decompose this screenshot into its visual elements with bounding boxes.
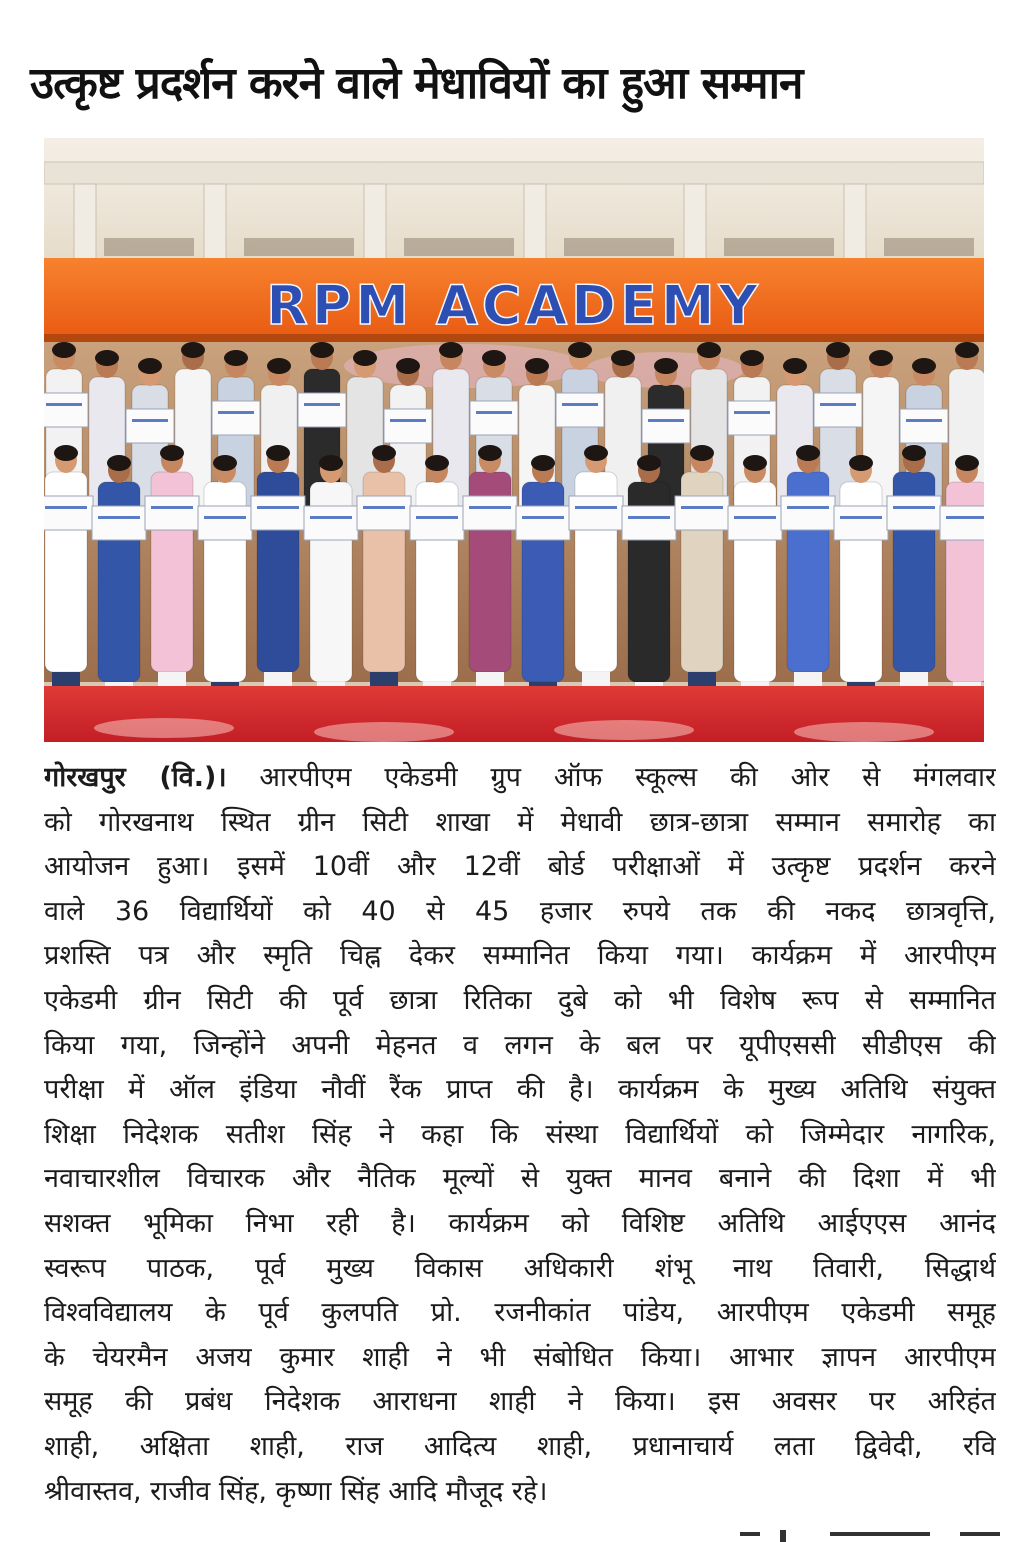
article-line: प्रशस्ति पत्र और स्मृति चिह्न देकर सम्मानित किया गया। कार्यक्रम में आरपीएम bbox=[44, 940, 996, 972]
article-line: वाले 36 विद्यार्थियों को 40 से 45 हजार रुपये तक की नकद छात्रवृत्ति, bbox=[44, 895, 996, 927]
banner-text: RPM ACADEMY bbox=[266, 274, 762, 337]
article-line: शाही, अक्षिता शाही, राज आदित्य शाही, प्रधानाचार्य लता द्विवेदी, रवि bbox=[44, 1430, 996, 1462]
article-line: शिक्षा निदेशक सतीश सिंह ने कहा कि संस्था विद्यार्थियों को जिम्मेदार नागरिक, bbox=[44, 1118, 996, 1150]
dateline: गोरखपुर (वि.)। bbox=[44, 762, 227, 793]
article-line: एकेडमी ग्रीन सिटी की पूर्व छात्रा रितिका दुबे को भी विशेष रूप से सम्मानित bbox=[44, 984, 996, 1016]
article-line: सशक्त भूमिका निभा रही है। कार्यक्रम को विशिष्ट अतिथि आईएएस आनंद bbox=[44, 1207, 996, 1239]
article-line: के चेयरमैन अजय कुमार शाही ने भी संबोधित किया। आभार ज्ञापन आरपीएम bbox=[44, 1341, 996, 1373]
article-line-first bbox=[44, 756, 996, 801]
next-article-cutoff bbox=[700, 1524, 1000, 1542]
photo-illustration bbox=[44, 138, 984, 742]
article-line: किया गया, जिन्होंने अपनी मेहनत व लगन के बल पर यूपीएससी सीडीएस की bbox=[44, 1029, 996, 1061]
article-line: विश्वविद्यालय के पूर्व कुलपति प्रो. रजनीकांत पांडेय, आरपीएम एकेडमी समूह bbox=[44, 1297, 996, 1329]
article-line: स्वरूप पाठक, पूर्व मुख्य विकास अधिकारी शंभू नाथ तिवारी, सिद्धार्थ bbox=[44, 1252, 996, 1284]
article-line: परीक्षा में ऑल इंडिया नौवीं रैंक प्राप्त की है। कार्यक्रम के मुख्य अतिथि संयुक्त bbox=[44, 1074, 996, 1106]
article-line: आयोजन हुआ। इसमें 10वीं और 12वीं बोर्ड परीक्षाओं में उत्कृष्ट प्रदर्शन करने bbox=[44, 851, 996, 883]
article-line: आरपीएम एकेडमी ग्रुप ऑफ स्कूल्स की ओर से मंगलवार bbox=[226, 762, 996, 793]
headline: उत्कृष्ट प्रदर्शन करने वाले मेधावियों का हुआ सम्मान bbox=[30, 58, 803, 109]
article-body bbox=[44, 756, 996, 1514]
article-line: नवाचारशील विचारक और नैतिक मूल्यों से युक्त मानव बनाने की दिशा में भी bbox=[44, 1163, 996, 1195]
article-line: समूह की प्रबंध निदेशक आराधना शाही ने किया। इस अवसर पर अरिहंत bbox=[44, 1386, 996, 1418]
article-line: श्रीवास्तव, राजीव सिंह, कृष्णा सिंह आदि मौजूद रहे। bbox=[44, 1475, 548, 1507]
news-photo bbox=[44, 138, 984, 742]
article-line: को गोरखनाथ स्थित ग्रीन सिटी शाखा में मेधावी छात्र-छात्रा सम्मान समारोह का bbox=[44, 806, 996, 838]
